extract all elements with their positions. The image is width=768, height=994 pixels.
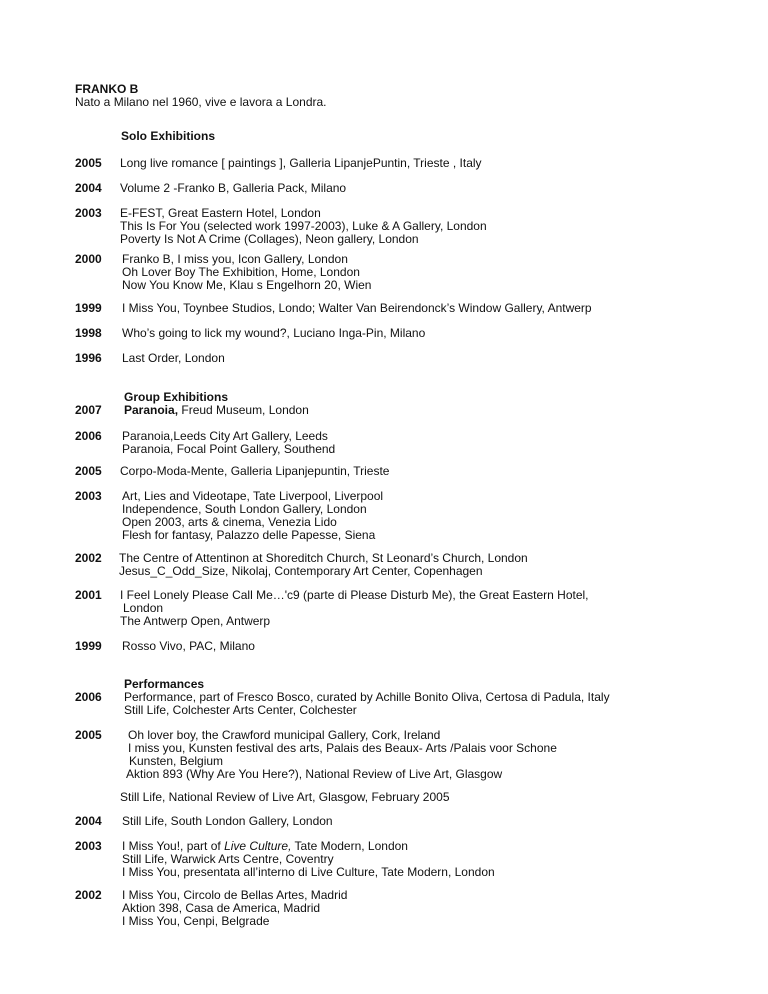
group-heading: Group Exhibitions: [124, 390, 228, 404]
solo-year: 2005: [75, 156, 102, 170]
entry-line: London: [123, 601, 164, 615]
entry-line: Franko B, I miss you, Icon Gallery, London: [122, 252, 348, 266]
entry-line: Rosso Vivo, PAC, Milano: [122, 639, 255, 653]
entry-line: Still Life, Colchester Arts Center, Colchester: [124, 703, 357, 717]
group-year: 2002: [75, 551, 102, 565]
performance-year: 2002: [75, 888, 102, 902]
group-year: 2007: [75, 403, 102, 417]
entry-line: Performance, part of Fresco Bosco, curated by Achille Bonito Oliva, Certosa di Padula, Italy: [124, 690, 610, 704]
entry-line: This Is For You (selected work 1997-2003), Luke & A Gallery, London: [120, 219, 487, 233]
solo-year: 2000: [75, 252, 102, 266]
entry-line: Kunsten, Belgium: [129, 754, 224, 768]
entry-line: I miss you, Kunsten festival des arts, Palais des Beaux- Arts /Palais voor Schone: [128, 741, 557, 755]
entry-line: Jesus_C_Odd_Size, Nikolaj, Contemporary Art Center, Copenhagen: [119, 564, 483, 578]
entry-line: Independence, South London Gallery, London: [122, 502, 367, 516]
solo-year: 2004: [75, 181, 102, 195]
entry-line: Paranoia,Leeds City Art Gallery, Leeds: [122, 429, 328, 443]
entry-line: Paranoia, Focal Point Gallery, Southend: [122, 442, 336, 456]
entry-line: Oh Lover Boy The Exhibition, Home, London: [122, 265, 360, 279]
solo-year: 2003: [75, 206, 102, 220]
group-year: 2003: [75, 489, 102, 503]
performance-year: 2006: [75, 690, 102, 704]
entry-line: E-FEST, Great Eastern Hotel, London: [120, 206, 321, 220]
performance-year: 2003: [75, 839, 102, 853]
performance-standalone: Still Life, National Review of Live Art, Glasgow, February 2005: [120, 790, 450, 804]
entry-line: The Antwerp Open, Antwerp: [120, 614, 271, 628]
entry-text: I Miss You!, part of: [122, 839, 225, 853]
group-year: 2001: [75, 588, 102, 602]
entry-line: Flesh for fantasy, Palazzo delle Papesse, Siena: [122, 528, 376, 542]
entry-line: I Miss You, Circolo de Bellas Artes, Madrid: [122, 888, 348, 902]
entry-line: Open 2003, arts & cinema, Venezia Lido: [122, 515, 337, 529]
entry-line: The Centre of Attentinon at Shoreditch Church, St Leonard’s Church, London: [119, 551, 528, 565]
entry-line: Poverty Is Not A Crime (Collages), Neon gallery, London: [120, 232, 419, 246]
entry-line: Now You Know Me, Klau s Engelhorn 20, Wien: [122, 278, 372, 292]
performance-entry: [124, 691, 610, 717]
artist-bio: Nato a Milano nel 1960, vive e lavora a Londra.: [75, 95, 327, 109]
performance-year: 2005: [75, 728, 102, 742]
entry-line: I Feel Lonely Please Call Me…'c9 (parte di Please Disturb Me), the Great Eastern Hotel,: [120, 588, 589, 602]
solo-year: 1996: [75, 351, 102, 365]
solo-heading: Solo Exhibitions: [121, 129, 216, 143]
entry-line: Still Life, South London Gallery, London: [122, 814, 333, 828]
entry-line: I Miss You, presentata all’interno di Live Culture, Tate Modern, London: [122, 865, 495, 879]
entry-line: Freud Museum, London: [178, 403, 309, 417]
entry-line: I Miss You, Cenpi, Belgrade: [122, 914, 270, 928]
solo-year: 1998: [75, 326, 102, 340]
entry-line: I Miss You, Toynbee Studios, Londo; Walter Van Beirendonck’s Window Gallery, Antwerp: [122, 301, 592, 315]
entry-line: Volume 2 -Franko B, Galleria Pack, Milano: [120, 181, 347, 195]
entry-emphasis: Live Culture,: [224, 839, 292, 853]
entry-title: Paranoia,: [124, 403, 179, 417]
entry-text: Tate Modern, London: [291, 839, 408, 853]
group-year: 2006: [75, 429, 102, 443]
entry-line: Still Life, Warwick Arts Centre, Coventry: [122, 852, 334, 866]
group-first-entry: [124, 404, 309, 417]
group-year: 1999: [75, 639, 102, 653]
entry-line: Aktion 398, Casa de America, Madrid: [122, 901, 321, 915]
performance-year: 2004: [75, 814, 102, 828]
entry-line: Corpo-Moda-Mente, Galleria Lipanjepuntin, Trieste: [120, 464, 390, 478]
solo-year: 1999: [75, 301, 102, 315]
entry-line: Oh lover boy, the Crawford municipal Gallery, Cork, Ireland: [128, 728, 441, 742]
group-year: 2005: [75, 464, 102, 478]
entry-line: Aktion 893 (Why Are You Here?), National Review of Live Art, Glasgow: [126, 767, 503, 781]
artist-name: FRANKO B: [75, 82, 139, 96]
entry-line: Long live romance [ paintings ], Galleria LipanjePuntin, Trieste , Italy: [120, 156, 482, 170]
entry-line: Art, Lies and Videotape, Tate Liverpool, Liverpool: [122, 489, 384, 503]
entry-line: Last Order, London: [122, 351, 225, 365]
performances-heading: Performances: [124, 677, 205, 691]
entry-line: Who’s going to lick my wound?, Luciano Inga-Pin, Milano: [122, 326, 426, 340]
